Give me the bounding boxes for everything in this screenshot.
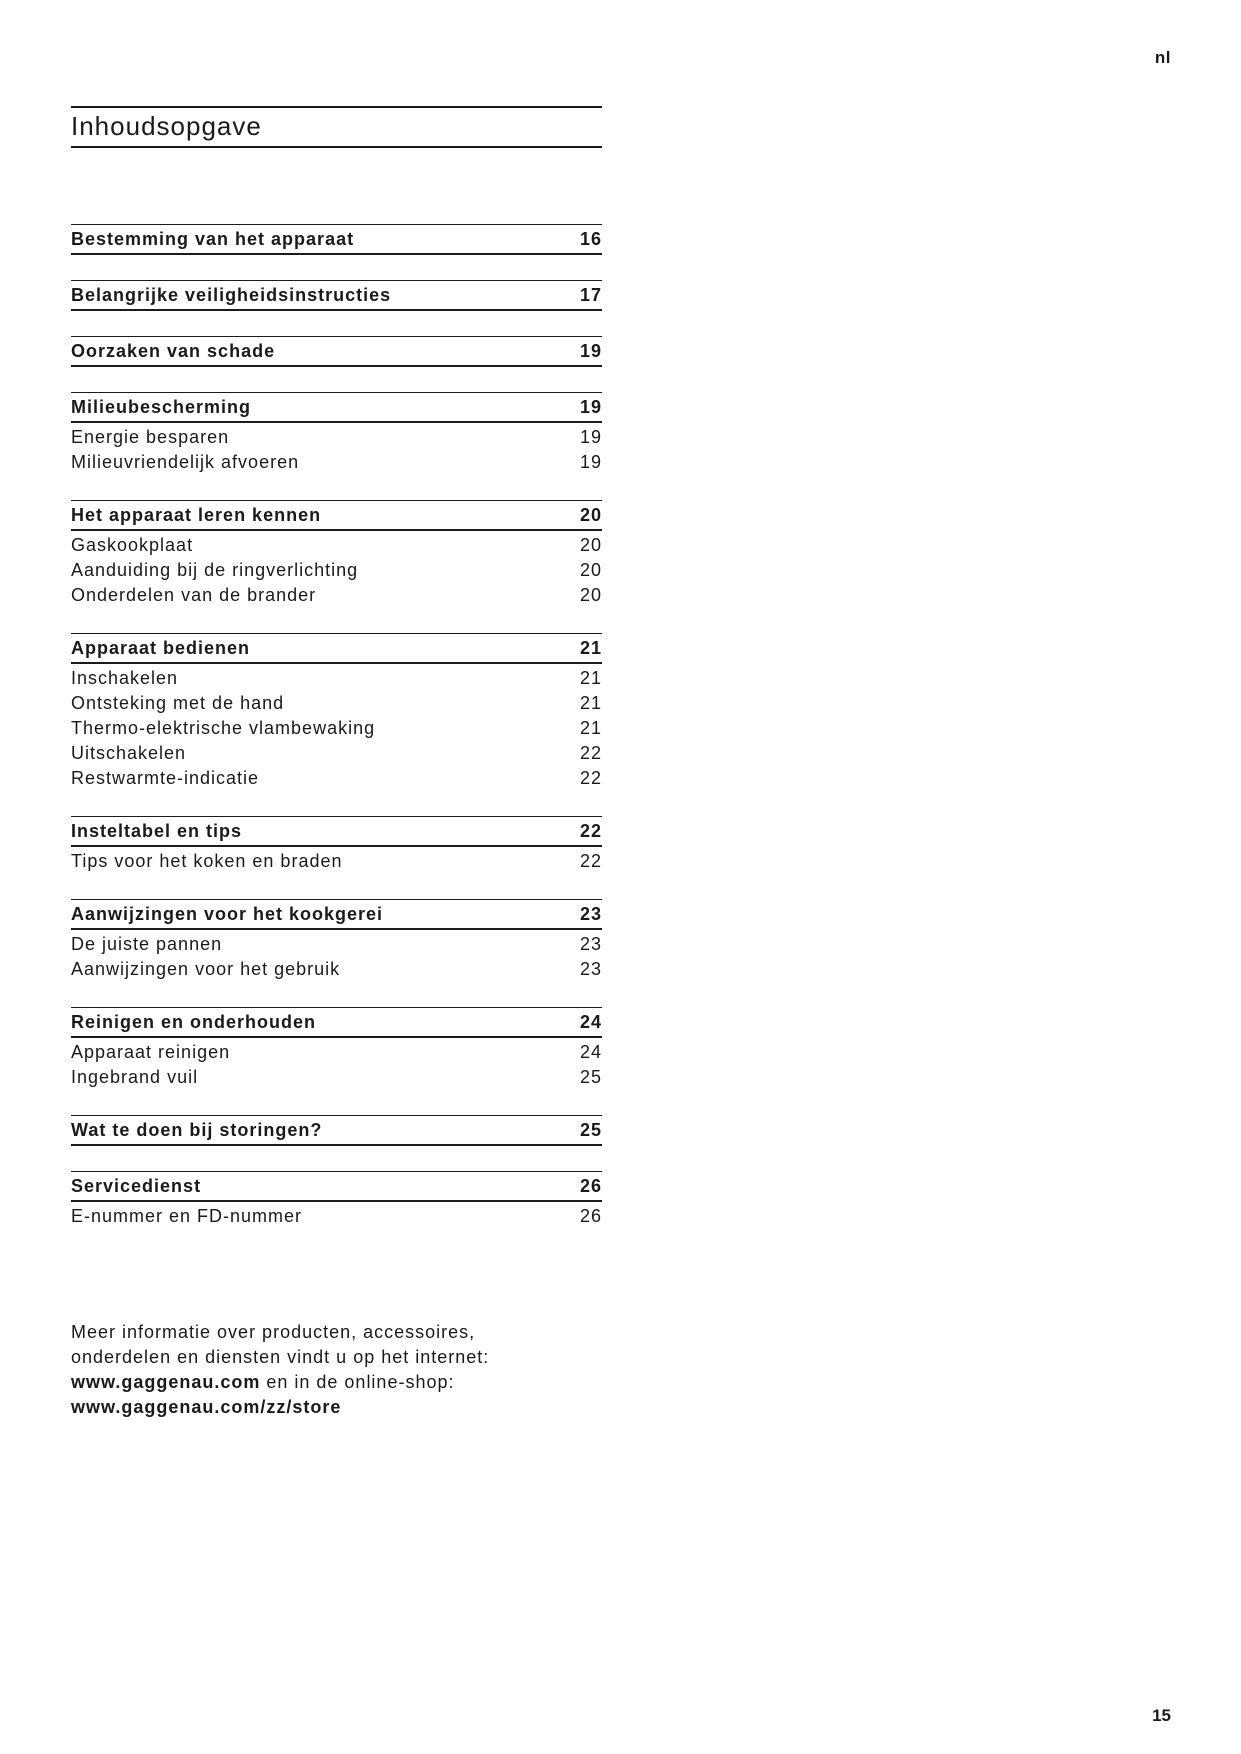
toc-section	[71, 336, 602, 367]
toc-title: Inhoudsopgave	[71, 106, 602, 148]
toc-section-title: Belangrijke veiligheidsinstructies	[71, 284, 392, 305]
toc-sub-item-label: Apparaat reinigen	[71, 1042, 231, 1062]
toc-sub-item[interactable]	[71, 741, 602, 766]
toc-sub-item-label: Thermo-elektrische vlambewaking	[71, 718, 376, 738]
toc-section	[71, 1007, 602, 1090]
toc-sub-item-label: De juiste pannen	[71, 934, 223, 954]
toc-sub-item-label: Uitschakelen	[71, 743, 187, 763]
toc-section-title: Reinigen en onderhouden	[71, 1011, 317, 1032]
toc-section-title: Het apparaat leren kennen	[71, 504, 322, 525]
store-link[interactable]: www.gaggenau.com/zz/store	[71, 1397, 342, 1417]
toc-sub-item-page: 20	[579, 535, 602, 555]
toc-sub-item[interactable]	[71, 691, 602, 716]
footer-line-2: onderdelen en diensten vindt u op het internet:	[71, 1347, 490, 1367]
toc-section-title: Milieubescherming	[71, 396, 252, 417]
toc-sub-list	[71, 847, 602, 874]
toc-sub-item-label: Aanwijzingen voor het gebruik	[71, 959, 341, 979]
footer-info	[71, 1320, 489, 1420]
toc-section-page: 20	[579, 504, 602, 525]
toc-sub-item[interactable]	[71, 666, 602, 691]
toc-section	[71, 280, 602, 311]
toc-sub-item[interactable]	[71, 932, 602, 957]
toc-sub-item-label: Ontsteking met de hand	[71, 693, 285, 713]
toc-sub-list	[71, 930, 602, 982]
toc-sub-item-label: Tips voor het koken en braden	[71, 851, 343, 871]
toc-section-title: Oorzaken van schade	[71, 340, 276, 361]
toc-sub-item[interactable]	[71, 716, 602, 741]
toc-section-page: 25	[579, 1119, 602, 1140]
toc-sub-item-label: Onderdelen van de brander	[71, 585, 317, 605]
toc-section-title: Aanwijzingen voor het kookgerei	[71, 903, 384, 924]
toc-section-heading[interactable]	[71, 1171, 602, 1202]
toc-sub-item-label: Ingebrand vuil	[71, 1067, 199, 1087]
toc-sub-item[interactable]	[71, 558, 602, 583]
toc-section-heading[interactable]	[71, 280, 602, 311]
toc-sub-item-page: 23	[579, 934, 602, 954]
toc-sub-item-page: 22	[579, 743, 602, 763]
toc-sub-item-label: Milieuvriendelijk afvoeren	[71, 452, 300, 472]
toc-section	[71, 899, 602, 982]
toc-sub-item-page: 25	[579, 1067, 602, 1087]
footer-line-3-suffix: en in de online-shop:	[260, 1372, 455, 1392]
toc-sub-item[interactable]	[71, 450, 602, 475]
toc-section	[71, 224, 602, 255]
toc-sub-item[interactable]	[71, 1204, 602, 1229]
toc-sub-item[interactable]	[71, 1040, 602, 1065]
toc-section-title: Servicedienst	[71, 1175, 202, 1196]
toc-sub-list	[71, 664, 602, 791]
footer-line-1: Meer informatie over producten, accessoires,	[71, 1322, 476, 1342]
toc-section	[71, 1115, 602, 1146]
toc-sub-item[interactable]	[71, 766, 602, 791]
toc-sub-item-page: 23	[579, 959, 602, 979]
toc-section-heading[interactable]	[71, 1007, 602, 1038]
toc-section-heading[interactable]	[71, 899, 602, 930]
toc-sub-item[interactable]	[71, 533, 602, 558]
toc-sub-item[interactable]	[71, 1065, 602, 1090]
toc-sub-item-page: 20	[579, 585, 602, 605]
toc-section	[71, 816, 602, 874]
toc-sub-item-label: Restwarmte-indicatie	[71, 768, 260, 788]
toc-section-page: 19	[579, 340, 602, 361]
toc-section-heading[interactable]	[71, 633, 602, 664]
toc-sub-item-page: 21	[579, 693, 602, 713]
toc-sub-item[interactable]	[71, 425, 602, 450]
toc-section-heading[interactable]	[71, 392, 602, 423]
toc-section-heading[interactable]	[71, 1115, 602, 1146]
toc-section	[71, 500, 602, 608]
toc-section-heading[interactable]	[71, 500, 602, 531]
toc-section-page: 16	[579, 228, 602, 249]
toc-sub-list	[71, 423, 602, 475]
toc-section-page: 22	[579, 820, 602, 841]
toc-section-heading[interactable]	[71, 224, 602, 255]
toc-sub-item-page: 24	[579, 1042, 602, 1062]
toc-section-page: 21	[579, 637, 602, 658]
toc-sub-item-page: 26	[579, 1206, 602, 1226]
toc-sub-item-page: 22	[579, 768, 602, 788]
website-link[interactable]: www.gaggenau.com	[71, 1372, 261, 1392]
page-number: 15	[1152, 1706, 1171, 1725]
toc-sub-item-label: Inschakelen	[71, 668, 179, 688]
toc-section-page: 23	[579, 903, 602, 924]
toc-section-page: 26	[579, 1175, 602, 1196]
toc-sub-item-page: 20	[579, 560, 602, 580]
toc-sub-item-page: 22	[579, 851, 602, 871]
language-tag: nl	[1154, 48, 1171, 67]
toc-sections	[71, 224, 602, 1229]
toc-section-page: 19	[579, 396, 602, 417]
toc-section	[71, 633, 602, 791]
toc-section-page: 24	[579, 1011, 602, 1032]
toc-section-page: 17	[579, 284, 602, 305]
toc-section-title: Insteltabel en tips	[71, 820, 243, 841]
toc-section-title: Apparaat bedienen	[71, 637, 251, 658]
table-of-contents	[71, 106, 602, 1254]
toc-section	[71, 1171, 602, 1229]
toc-section	[71, 392, 602, 475]
toc-section-title: Wat te doen bij storingen?	[71, 1119, 323, 1140]
toc-sub-list	[71, 1038, 602, 1090]
toc-sub-item-page: 21	[579, 668, 602, 688]
toc-sub-item[interactable]	[71, 849, 602, 874]
toc-sub-item-page: 19	[579, 427, 602, 447]
toc-section-heading[interactable]	[71, 336, 602, 367]
toc-sub-item-label: E-nummer en FD-nummer	[71, 1206, 303, 1226]
toc-sub-item-page: 19	[579, 452, 602, 472]
footer-line-3	[71, 1370, 489, 1395]
toc-sub-item[interactable]	[71, 957, 602, 982]
toc-sub-list	[71, 1202, 602, 1229]
toc-sub-item-page: 21	[579, 718, 602, 738]
toc-section-title: Bestemming van het apparaat	[71, 228, 355, 249]
toc-sub-item-label: Energie besparen	[71, 427, 230, 447]
toc-section-heading[interactable]	[71, 816, 602, 847]
toc-sub-item[interactable]	[71, 583, 602, 608]
toc-sub-list	[71, 531, 602, 608]
toc-sub-item-label: Aanduiding bij de ringverlichting	[71, 560, 359, 580]
toc-sub-item-label: Gaskookplaat	[71, 535, 194, 555]
